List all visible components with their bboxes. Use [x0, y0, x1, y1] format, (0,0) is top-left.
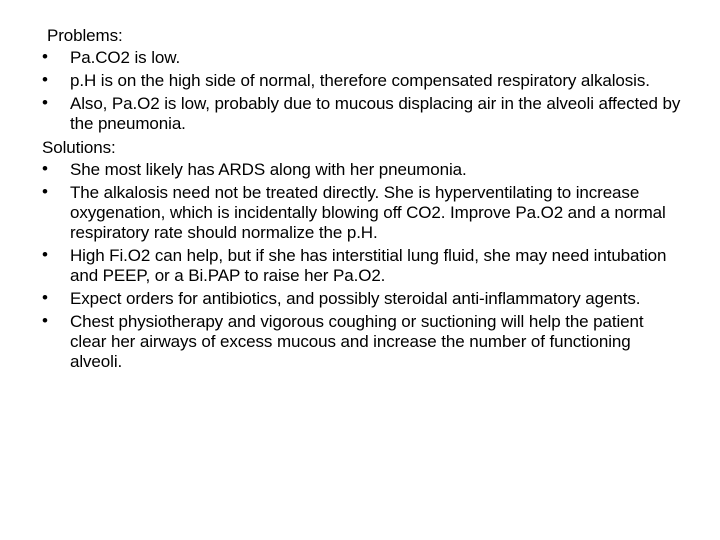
list-item	[42, 47, 682, 70]
solutions-list	[42, 159, 682, 374]
bullet-icon: •	[42, 182, 48, 201]
bullet-icon: •	[42, 288, 48, 307]
solution-text: High Fi.O2 can help, but if she has interstitial lung fluid, she may need intubation and PEEP, or a Bi.PAP to raise her Pa.O2.	[70, 246, 667, 285]
list-item	[42, 288, 682, 311]
slide-body	[42, 24, 682, 374]
solution-text: Chest physiotherapy and vigorous coughing or suctioning will help the patient clear her airways of excess mucous and increase the number of functioning alveoli.	[70, 312, 644, 371]
list-item	[42, 93, 682, 136]
list-item	[42, 311, 682, 374]
bullet-icon: •	[42, 311, 48, 330]
problems-list	[42, 47, 682, 136]
problem-text: p.H is on the high side of normal, therefore compensated respiratory alkalosis.	[70, 71, 650, 90]
bullet-icon: •	[42, 93, 48, 112]
problem-text: Pa.CO2 is low.	[70, 48, 181, 67]
bullet-icon: •	[42, 70, 48, 89]
list-item	[42, 245, 682, 288]
solutions-heading: Solutions:	[42, 138, 116, 157]
problems-heading: Problems:	[47, 26, 123, 45]
solution-text: Expect orders for antibiotics, and possibly steroidal anti-inflammatory agents.	[70, 289, 641, 308]
bullet-icon: •	[42, 245, 48, 264]
list-item	[42, 159, 682, 182]
bullet-icon: •	[42, 159, 48, 178]
list-item	[42, 182, 682, 245]
list-item	[42, 70, 682, 93]
problem-text: Also, Pa.O2 is low, probably due to mucous displacing air in the alveoli affected by the pneumonia.	[70, 94, 681, 133]
solution-text: The alkalosis need not be treated directly. She is hyperventilating to increase oxygenation, which is incidentally blowing off CO2. Improve Pa.O2 and a normal respiratory rate should normalize the p.H.	[70, 183, 666, 242]
solution-text: She most likely has ARDS along with her pneumonia.	[70, 160, 467, 179]
bullet-icon: •	[42, 47, 48, 66]
